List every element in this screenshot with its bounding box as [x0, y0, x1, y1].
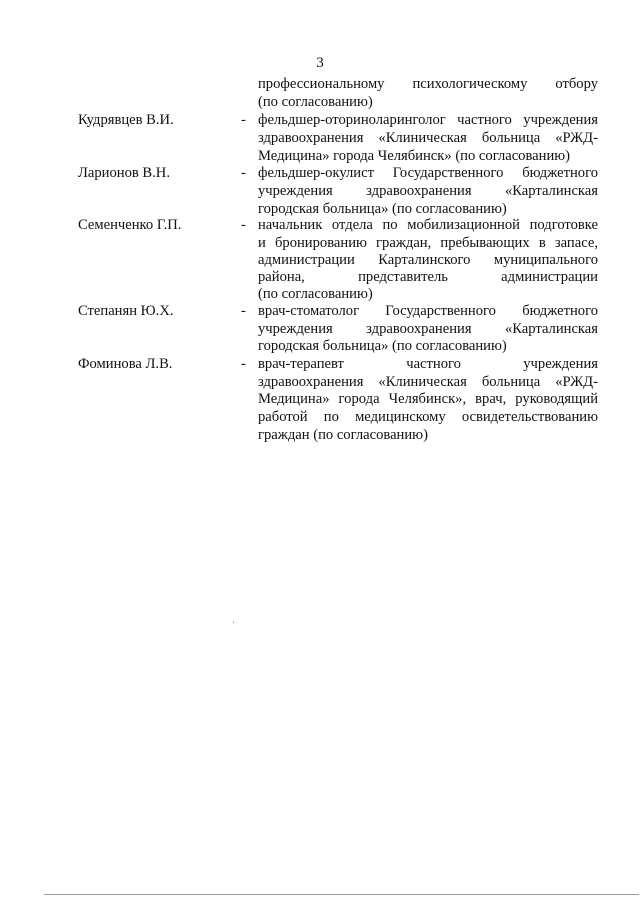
member-position-line: учреждения здравоохранения «Карталинская: [258, 183, 598, 199]
member-position-line: (по согласованию): [258, 286, 373, 302]
member-position-line: администрации Карталинского муниципального: [258, 252, 598, 268]
member-position-line: учреждения здравоохранения «Карталинская: [258, 321, 598, 337]
scan-bottom-edge: [44, 894, 639, 895]
member-position-line: врач-терапевт частного учреждения: [258, 356, 598, 372]
member-name: Кудрявцев В.И.: [78, 112, 174, 128]
member-name: Степанян Ю.Х.: [78, 303, 174, 319]
member-position-line: городская больница» (по согласованию): [258, 338, 507, 354]
member-dash: -: [241, 303, 246, 319]
member-name: Ларионов В.Н.: [78, 165, 170, 181]
member-position-line: фельдшер-окулист Государственного бюджетного: [258, 165, 598, 181]
member-position-line: фельдшер-оториноларинголог частного учреждения: [258, 112, 598, 128]
member-position-line: городская больница» (по согласованию): [258, 201, 507, 217]
member-name: Семенченко Г.П.: [78, 217, 182, 233]
member-position-line: и бронированию граждан, пребывающих в запасе,: [258, 235, 598, 251]
page-number: 3: [316, 55, 324, 71]
member-dash: -: [241, 217, 246, 233]
member-position-line: врач-стоматолог Государственного бюджетного: [258, 303, 598, 319]
member-dash: -: [241, 165, 246, 181]
member-dash: -: [241, 112, 246, 128]
member-position-line: Медицина» города Челябинск» (по согласованию): [258, 148, 571, 164]
continuation-line: (по согласованию): [258, 94, 373, 110]
member-position-line: здравоохранения «Клиническая больница «РЖД-: [258, 130, 598, 146]
member-position-line: граждан (по согласованию): [258, 427, 428, 443]
member-position-line: Медицина» города Челябинск», врач, руководящий: [258, 391, 598, 407]
member-position-line: работой по медицинскому освидетельствованию: [258, 409, 598, 425]
continuation-line: профессиональному психологическому отбору: [258, 76, 598, 92]
member-position-line: здравоохранения «Клиническая больница «РЖД-: [258, 374, 598, 390]
scan-speck: [233, 621, 234, 623]
member-position-line: начальник отдела по мобилизационной подготовке: [258, 217, 598, 233]
member-name: Фоминова Л.В.: [78, 356, 173, 372]
member-position-line: района, представитель администрации: [258, 269, 598, 285]
member-dash: -: [241, 356, 246, 372]
